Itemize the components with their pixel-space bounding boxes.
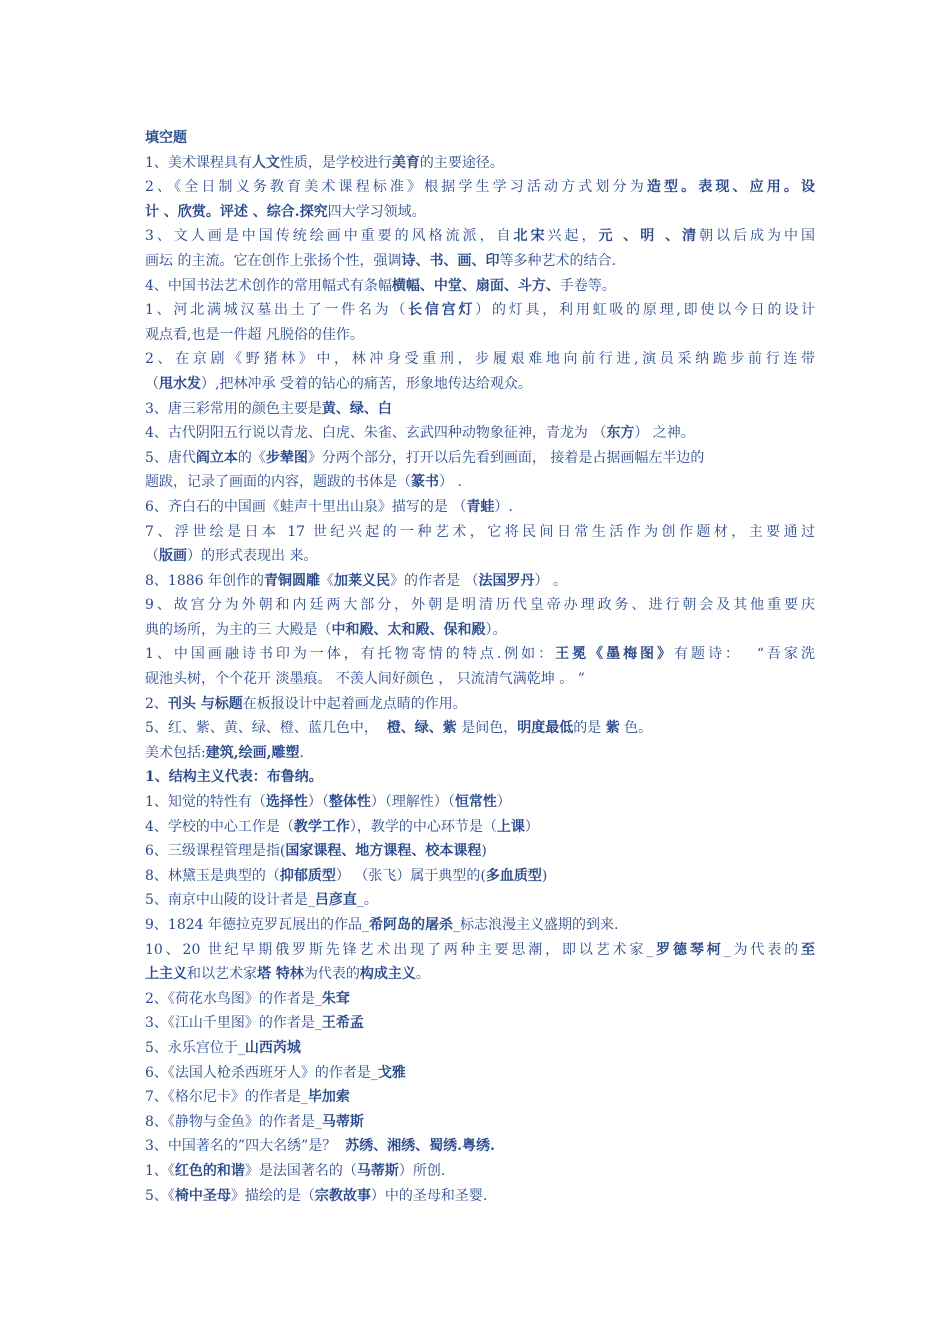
question-text: ） 之神。: [634, 425, 695, 442]
question-text: 3、唐三彩常用的颜色主要是: [145, 400, 322, 417]
question-text: 1、知觉的特性有（: [145, 794, 266, 811]
answer-text: 戈雅: [377, 1064, 406, 1081]
question-text: ）所创.: [398, 1162, 446, 1179]
question-text: ）的灯具，利用虹吸的原理,即使以今日的设计: [475, 302, 815, 319]
answer-text: 王冕《墨梅图》: [555, 646, 675, 663]
answer-text: 版画: [159, 548, 187, 565]
question-text: ）,把林冲承 受着的钻心的痛苦，形象地传达给观众。: [201, 375, 532, 392]
document-line: [145, 790, 815, 815]
document-line: [145, 987, 815, 1012]
document-body: [145, 126, 815, 1208]
document-line: [145, 962, 815, 987]
document-line: [145, 593, 815, 618]
answer-text: 构成主义: [359, 966, 416, 983]
answer-text: 宗教故事: [314, 1187, 371, 1204]
question-text: 观点看,也是一件超 凡脱俗的佳作。: [145, 326, 364, 343]
document-line: [145, 667, 815, 692]
document-line: [145, 741, 815, 766]
answer-text: 塔 特林: [257, 966, 304, 983]
answer-text: 整体性: [328, 794, 371, 811]
answer-text: 阎立本: [195, 449, 238, 466]
answer-text: 抑郁质型: [279, 867, 336, 884]
answer-text: 马蒂斯: [321, 1113, 364, 1130]
question-text: 2、: [145, 695, 168, 712]
question-text: 6、《法国人枪杀西班牙人》的作者是_: [145, 1064, 378, 1081]
question-text: 6、三级课程管理是指(: [145, 843, 286, 860]
answer-text: 篆书: [411, 474, 439, 491]
document-line: [145, 520, 815, 545]
question-text: ): [481, 843, 487, 860]
document-line: [145, 175, 815, 200]
question-text: 的是: [573, 720, 606, 737]
question-text: 5、唐代: [145, 449, 196, 466]
question-text: 2、《荷花水鸟图》的作者是_: [145, 990, 322, 1007]
question-text: ）: [524, 818, 539, 835]
question-text: 1、河北满城汉墓出土了一件名为（: [145, 302, 409, 319]
question-text: ）（: [307, 794, 329, 811]
question-text: 1、中国画融诗书印为一体，有托物寄情的特点.例如：: [145, 646, 556, 663]
document-line: [145, 249, 815, 274]
document-line: [145, 421, 815, 446]
answer-text: 刊头 与标题: [167, 695, 243, 712]
question-text: 1、美术课程具有: [145, 154, 252, 171]
document-line: [145, 716, 815, 741]
question-text: 和以艺术家: [187, 966, 257, 983]
question-text: 题跋，记录了画面的内容，题跋的书体是（: [145, 474, 411, 491]
document-line: [145, 495, 815, 520]
answer-text: 选择性: [265, 794, 308, 811]
question-text: 7、浮世绘是日本 17 世纪兴起的一种艺术，它将民间日常生活作为创作题材，主要通过: [145, 523, 815, 540]
document-line: [145, 1159, 815, 1184]
answer-text: 毕加索: [307, 1089, 350, 1106]
question-text: 画坛 的主流。它在创作上张扬个性，强调: [145, 252, 402, 269]
answer-text: 朱耷: [321, 990, 350, 1007]
question-text: 1、《: [145, 1162, 175, 1179]
document-line: [145, 692, 815, 717]
question-text: 有题诗： “吾家洗: [674, 646, 815, 663]
question-text: 朝以后成为中国: [699, 228, 815, 245]
question-text: 》描绘的是（: [230, 1187, 315, 1204]
question-text: ）: [496, 794, 511, 811]
document-line: [145, 815, 815, 840]
answer-text: 王希孟: [321, 1015, 364, 1032]
answer-text: 甩水发: [159, 375, 201, 392]
answer-text: 元 、明 、清: [598, 228, 700, 245]
question-text: _。: [356, 892, 378, 909]
document-line: [145, 544, 815, 569]
answer-text: 椅中圣母: [174, 1187, 231, 1204]
question-text: 美术包括:: [145, 744, 206, 761]
question-text: 4、古代阴阳五行说以青龙、白虎、朱雀、玄武四种动物象征神，青龙为 （: [145, 425, 607, 442]
question-text: ): [541, 867, 548, 884]
question-text: 8、林黛玉是典型的（: [145, 867, 280, 884]
question-text: 色。: [619, 720, 653, 737]
document-line: [145, 347, 815, 372]
answer-text: 长信宫灯: [408, 302, 476, 319]
question-text: 7、《格尔尼卡》的作者是_: [145, 1089, 308, 1106]
question-list: [145, 151, 815, 1209]
answer-text: 建筑,绘画,雕塑: [205, 744, 300, 761]
question-text: 9、故宫分为外朝和内廷两大部分，外朝是明清历代皇帝办理政务、进行朝会及其他重要庆: [145, 597, 815, 614]
question-text: 在板报设计中起着画龙点睛的作用。: [242, 695, 467, 712]
question-text: 的《: [237, 449, 266, 466]
answer-text: 黄、绿、白: [321, 400, 392, 417]
question-text: 5、南京中山陵的设计者是_: [145, 892, 315, 909]
answer-text: 至: [801, 941, 815, 958]
document-line: [145, 765, 815, 790]
answer-text: 恒常性: [454, 794, 497, 811]
question-text: 5、红、紫、黄、绿、橙、蓝几色中，: [145, 720, 387, 737]
document-line: [145, 642, 815, 667]
question-text: 为代表的: [303, 966, 360, 983]
question-text: ）的形式表现出 来。: [187, 548, 318, 565]
question-text: .: [299, 744, 304, 761]
document-line: [145, 1134, 815, 1159]
document-line: [145, 200, 815, 225]
answer-text: 法国罗丹: [478, 572, 535, 589]
answer-text: 明度最低: [517, 720, 574, 737]
question-text: 等多种艺术的结合.: [499, 252, 616, 269]
question-text: 10、20 世纪早期俄罗斯先锋艺术出现了两种主要思潮，即以艺术家_: [145, 941, 654, 958]
question-text: ）中的圣母和圣婴.: [370, 1187, 488, 1204]
question-text: 8、1886 年创作的: [145, 572, 264, 589]
document-line: [145, 569, 815, 594]
question-text: _为代表的: [723, 941, 802, 958]
document-line: [145, 1061, 815, 1086]
document-line: [145, 1184, 815, 1209]
document-line: [145, 446, 815, 471]
answer-text: 马蒂斯: [356, 1162, 399, 1179]
answer-text: 多血质型: [485, 867, 542, 884]
answer-text: 山西芮城: [244, 1039, 301, 1056]
question-text: 4、中国书法艺术创作的常用幅式有条幅: [145, 277, 392, 294]
question-text: 的主要途径。: [419, 154, 504, 171]
document-line: [145, 888, 815, 913]
question-text: 6、齐白石的中国画《蛙声十里出山泉》描写的是 （: [145, 498, 467, 515]
answer-text: 北宋: [513, 228, 548, 245]
question-text: 兴起，: [547, 228, 599, 245]
question-text: 手卷等。: [559, 277, 616, 294]
answer-text: 计 、欣赏。评述 、综合.探究: [145, 203, 328, 220]
document-line: [145, 1110, 815, 1135]
document-line: [145, 151, 815, 176]
document-line: [145, 470, 815, 495]
answer-text: 吕彦直: [314, 892, 357, 909]
question-text: ） .: [439, 474, 462, 491]
question-text: ） 。: [534, 572, 567, 589]
question-text: 3、中国著名的”四大名绣”是？: [145, 1138, 346, 1155]
answer-text: 步辇图: [265, 449, 308, 466]
answer-text: 青蛙: [466, 498, 495, 515]
document-line: [145, 1036, 815, 1061]
question-text: ）。: [485, 621, 507, 638]
question-text: 》是法国著名的（: [244, 1162, 357, 1179]
answer-text: 1、结构主义代表：布鲁纳。: [145, 769, 323, 786]
document-line: [145, 323, 815, 348]
answer-text: 希阿岛的屠杀: [369, 917, 453, 933]
answer-text: 国家课程、地方课程、校本课程: [285, 843, 482, 860]
question-text: 3、文人画是中国传统绘画中重要的风格流派，自: [145, 228, 514, 245]
document-line: [145, 1011, 815, 1036]
answer-text: 教学工作: [293, 818, 350, 835]
question-text: 》的作者是 （: [390, 572, 479, 589]
question-text: ） （张飞）属于典型的(: [335, 867, 486, 884]
document-line: [145, 224, 815, 249]
answer-text: 加莱义民: [334, 572, 390, 589]
question-text: ）.: [494, 498, 513, 515]
document-title: 填空题: [145, 130, 187, 146]
answer-text: 苏绣、湘绣、蜀绣.粤绣.: [345, 1138, 495, 1155]
answer-text: 美育: [391, 154, 420, 171]
question-text: 性质，是学校进行: [279, 154, 392, 171]
question-text: （: [145, 375, 159, 392]
document-line: [145, 938, 815, 963]
document-line: [145, 839, 815, 864]
question-text: （: [145, 548, 159, 565]
answer-text: 上主义: [145, 966, 187, 983]
answer-text: 造型。表现、应用。设: [646, 179, 815, 196]
document-line: [145, 397, 815, 422]
document-line: [145, 864, 815, 889]
question-text: 。: [415, 966, 430, 983]
question-text: 四大学习领域。: [327, 203, 426, 220]
question-text: 》分两个部分，打开以后先看到画面， 接着是占据画幅左半边的: [307, 449, 705, 466]
answer-text: 中和殿、太和殿、保和殿: [331, 621, 486, 638]
answer-text: 人文: [251, 154, 280, 171]
answer-text: 青铜圆雕: [264, 572, 320, 589]
document-line: [145, 618, 815, 643]
document-line: [145, 913, 815, 938]
question-text: 4、学校的中心工作是（: [145, 818, 294, 835]
question-text: 5、《: [145, 1187, 175, 1204]
question-text: 5、永乐宫位于_: [145, 1039, 245, 1056]
question-text: 3、《江山千里图》的作者是_: [145, 1015, 322, 1032]
question-text: ），教学的中心环节是（: [349, 818, 497, 835]
document-line: [145, 372, 815, 397]
question-text: 2、在京剧《野猪林》中，林冲身受重刑，步履艰难地向前行进,演员采纳跪步前行连带: [145, 351, 815, 368]
question-text: 2、《全日制义务教育美术课程标准》根据学生学习活动方式划分为: [145, 179, 647, 196]
question-text: 8、《静物与金鱼》的作者是_: [145, 1113, 322, 1130]
question-text: ）（理解性）（: [370, 794, 455, 811]
question-text: 9、1824 年德拉克罗瓦展出的作品_: [145, 917, 369, 933]
question-text: _标志浪漫主义盛期的到来.: [453, 917, 619, 933]
answer-text: 橙、绿、紫: [386, 720, 457, 737]
answer-text: 紫: [605, 720, 620, 737]
answer-text: 东方: [606, 425, 635, 442]
answer-text: 红色的和谐: [174, 1162, 245, 1179]
answer-text: 诗、书、画、印: [401, 252, 500, 269]
document-line: [145, 1085, 815, 1110]
document-line: [145, 298, 815, 323]
answer-text: 上课: [496, 818, 525, 835]
document-line: [145, 274, 815, 299]
question-text: 是间色，: [456, 720, 518, 737]
question-text: 砚池头树，个个花开 淡墨痕。 不羡人间好颜色 ， 只流清气满乾坤 。 ”: [145, 671, 585, 688]
question-text: 《: [320, 572, 334, 589]
question-text: 典的场所，为主的三 大殿是（: [145, 621, 332, 638]
answer-text: 横幅、中堂、扇面、斗方、: [391, 277, 560, 294]
answer-text: 罗德琴柯: [653, 941, 724, 958]
